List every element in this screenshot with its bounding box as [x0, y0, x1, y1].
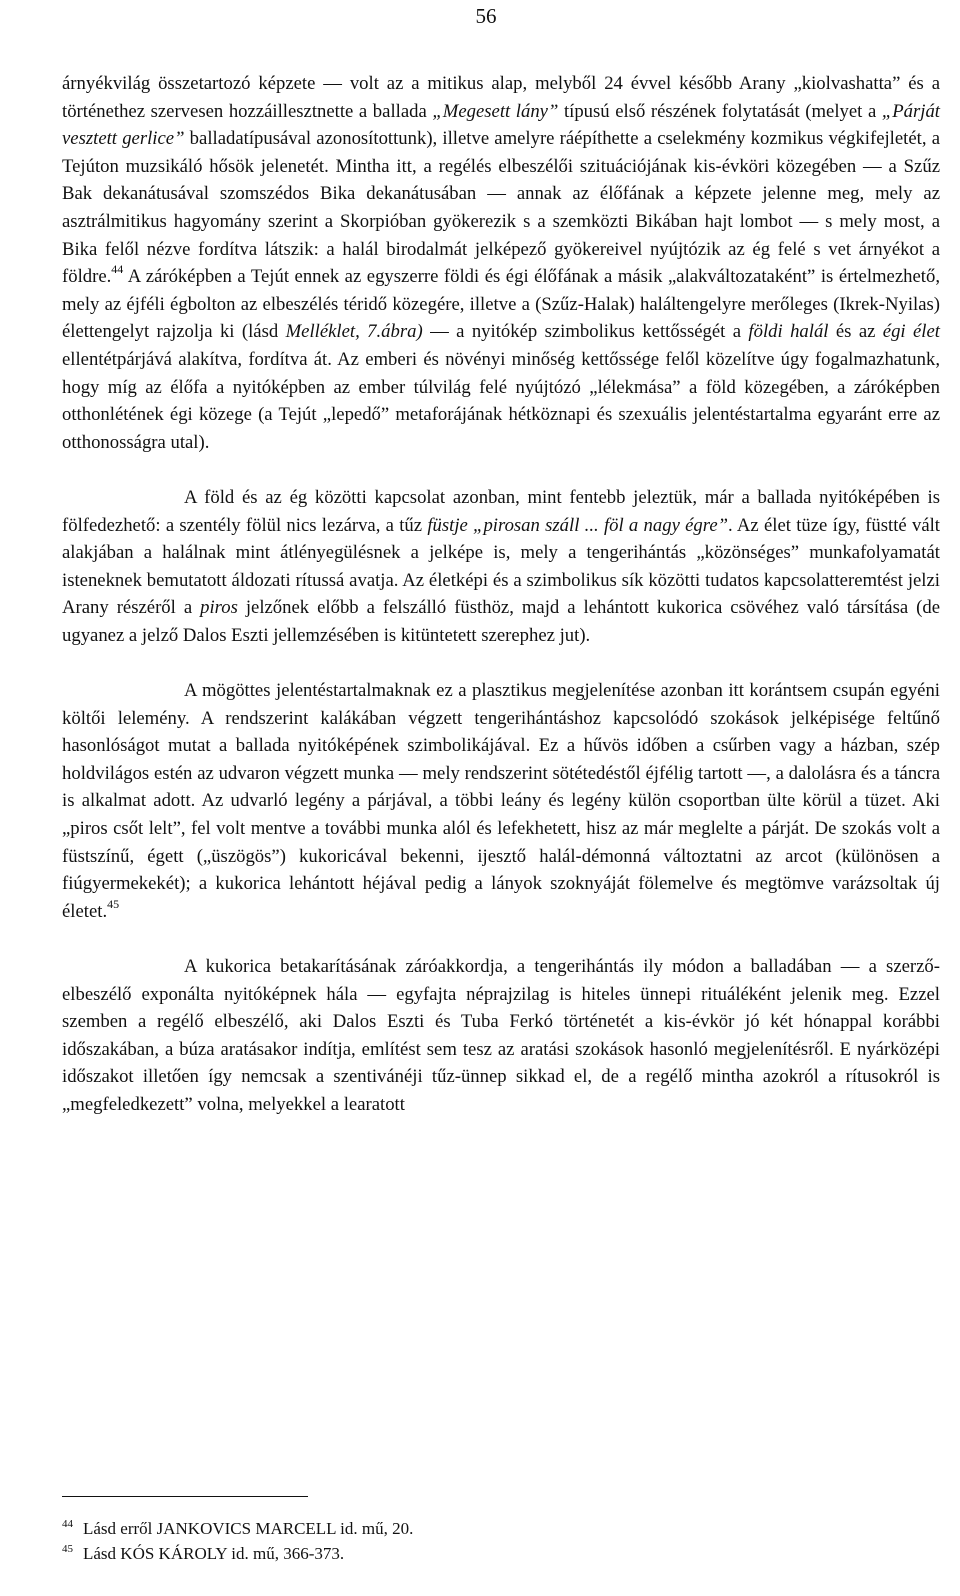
footnote-45	[62, 1541, 940, 1566]
footnote-number: 44	[62, 1518, 73, 1530]
paragraph-1	[62, 70, 940, 456]
text-run: — a nyitókép szimbolikus kettősségét a	[422, 321, 749, 343]
footnote-44	[62, 1516, 940, 1541]
text-run: A kukorica betakarításának záróakkordja, a tengerihántás ily módon a balladában — a szerző-elbeszélő exponálta nyitóképnek hála — egyfajta néprajzilag is hiteles ünnepi rituáléként jelenik meg. Ezzel szemben a regélő elbeszélő, aki Dalos Eszti és Tuba Ferkó történetét a kis-évkör jó két hónappal korábbi időszakában, a búza aratásakor indítja, említést sem tesz az aratási szokások hasonló megjelenítésről. E nyárközépi időszakot illetően így nemcsak a szentivánéji tűz-ünnep sikkad el, de a regélő mintha azokról a rítusokról is „megfeledkezett” volna, melyekkel a learatott	[62, 956, 940, 1115]
footnote-ref: 45	[107, 896, 120, 911]
italic-text: Melléklet, 7.ábra)	[285, 321, 423, 343]
paragraph-4	[62, 953, 940, 1119]
text-run: A mögöttes jelentéstartalmaknak ez a plasztikus megjelenítése azonban itt korántsem csupán egyéni költői lelemény. A rendszerint kalákában végzett tengerihántáshoz kapcsolódó szokások jelképisége feltűnő hasonlóságot mutat a ballada nyitóképének szimbolikájával. Ez a hűvös időben a csűrben vagy a házban, szép holdvilágos estén az udvaron végzett munka — mely rendszerint sötétedéstől éjfélig tartott —, a dalolásra és a táncra is alkalmat adott. Az udvarló legény a párjával, a többi leány és legény külön csoportban ülte körül a tüzet. Aki „piros csőt lelt”, fel volt mentve a további munka alól és lefekhetett, hisz az már meglelte a párját. De szokás volt a füstszínű, égett („üszögös”) kukoricával bekenni, ijesztő halál-démonná változtatni az arcot (különösen a fiúgyermekekét); a kukorica lehántott héjával pedig a lányok szoknyáját fölemelve és megtömve varázsoltak új életet.	[62, 680, 940, 922]
paragraph-2	[62, 484, 940, 650]
text-run: jelzőnek előbb a felszálló füsthöz, majd a lehántott kukorica csövéhez való társítása (de ugyanez a jelző Dalos Eszti jellemzésében is kitüntetett szerephez jut).	[62, 597, 940, 646]
paragraph-3	[62, 677, 940, 925]
footnote-text: Lásd erről JANKOVICS MARCELL id. mű, 20.	[83, 1519, 414, 1538]
footnotes	[62, 1516, 940, 1566]
body-text	[62, 70, 940, 1119]
page-number-text: 56	[475, 4, 497, 28]
text-run: árnyékvilág összetartozó képzete — volt az a mitikus alap, melyből 24 évvel később Arany „kiolvashatta” és a történethez szervesen hozzáillesztnette a ballada	[62, 73, 940, 122]
italic-text: „Párját vesztett gerlice”	[62, 100, 940, 150]
page-number	[0, 2, 960, 30]
italic-text: földi halál	[748, 321, 829, 343]
italic-text: „Megesett lány”	[432, 100, 559, 122]
footnote-number: 45	[62, 1543, 73, 1555]
footnote-text: Lásd KÓS KÁROLY id. mű, 366-373.	[83, 1544, 345, 1563]
text-run: ellentétpárjává alakítva, fordítva át. Az emberi és növényi minőség kettőssége felől közelítve úgy fogalmazhatunk, hogy míg az élőfa a nyitóképben az ember túlvilág felé nyújtózó „lélekmása” a föld közegében, a záróképben otthonlétének égi közege (a Tejút „lepedő” metaforájának hétköznapi és szexuális jelentéstartalma egyaránt erre az otthonosságra utal).	[62, 348, 940, 453]
text-run: A záróképben a Tejút ennek az egyszerre földi és égi élőfának a másik „alakváltozataként” is értelmezhető, mely az éjféli égbolton az elbeszélés téridő közegére, illetve a (Szűz-Halak) haláltengelyre merőleges (Ikrek-Nyilas) élettengelyt rajzolja ki (lásd	[62, 266, 940, 343]
text-run: típusú első részének folytatását (melyet a	[558, 100, 882, 122]
text-run: és az	[828, 321, 883, 343]
text-run: . Az élet tüze így, füstté vált alakjában a halálnak mint átlényegülésnek a jelképe is, mely a tengerihántás „közönséges” munkafolyamatát isteneknek bemutatott áldozati rítussá avatja. Az életképi és a szimbolikus sík közötti tudatos kapcsolatteremtést jelzi Arany részéről a	[62, 514, 940, 619]
text-run: A föld és az ég közötti kapcsolat azonban, mint fentebb jeleztük, már a ballada nyitóképében is fölfedezhető: a szentély fölül nics lezárva, a tűz	[62, 486, 940, 536]
footnote-ref: 44	[111, 261, 124, 276]
italic-text: égi élet	[882, 321, 940, 343]
footnote-separator	[62, 1496, 308, 1497]
italic-text: piros	[200, 597, 238, 619]
text-run: balladatípusával azonosítottunk), illetve amelyre ráépíthette a cselekmény kozmikus végkifejletét, a Tejúton muzsikáló hősök jelenetét. Mintha itt, a regélés elbeszélői szituációjának kis-évköri közegében — a Szűz Bak dekanátusával szomszédos Bika dekanátusában — annak az élőfának a képzete jelenne meg, mely az asztrálmitikus hagyomány szerint a Skorpióban gyökerezik s a szemközti Bikában hajt lombot — s mely most, a Bika felől nézve fordítva látszik: a halál birodalmát jelképező gyökereivel nyújtózik az ég felé s vet árnyékot a földre.	[62, 128, 941, 288]
italic-text: füstje „pirosan száll ... föl a nagy égre”	[427, 514, 729, 536]
